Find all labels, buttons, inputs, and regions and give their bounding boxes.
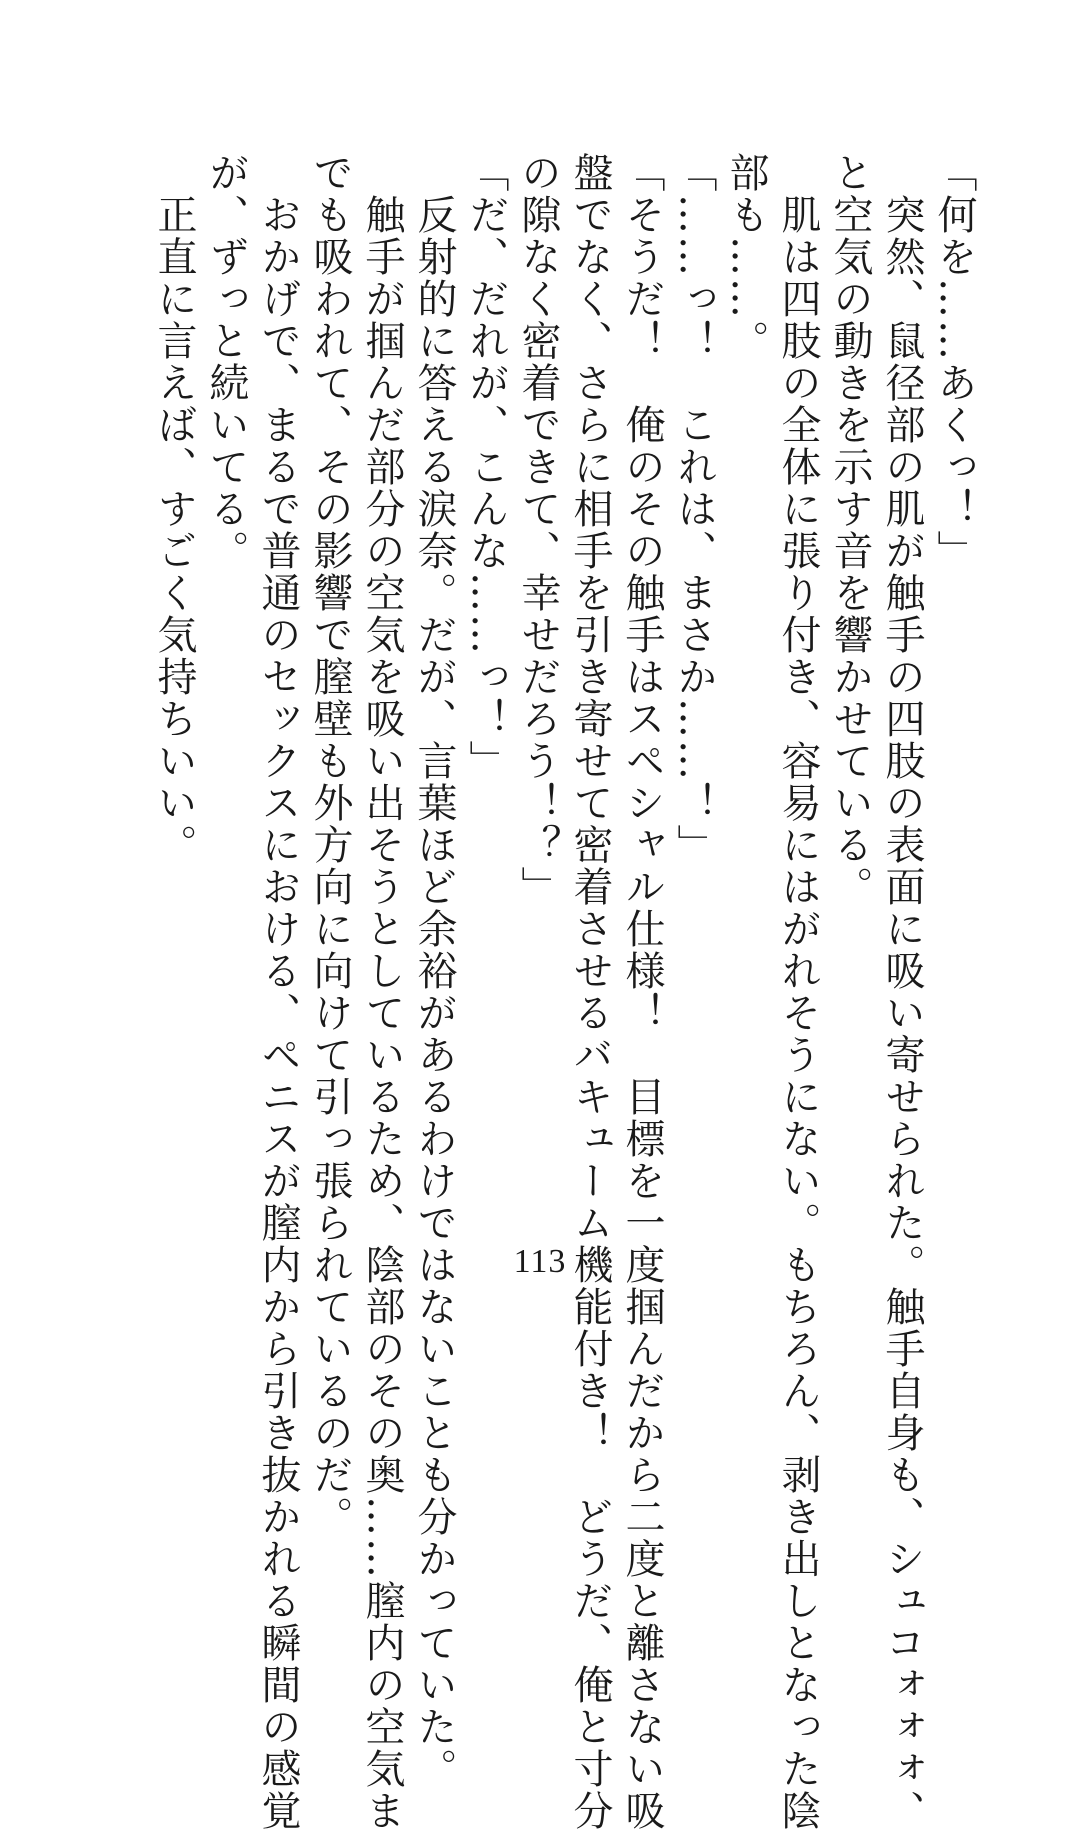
text-line: 盤でなく、さらに相手を引き寄せて密着させるバキューム機能付き！ どうだ、俺と寸分 [567, 152, 613, 1832]
text-line: 部も……。 [723, 152, 769, 362]
text-line: の隙なく密着できて、幸せだろう！？」 [515, 152, 561, 908]
text-line: おかげで、まるで普通のセックスにおける、ペニスが膣内から引き抜かれる瞬間の感覚 [255, 152, 301, 1832]
text-line: 反射的に答える涙奈。だが、言葉ほど余裕があるわけではないことも分かっていた。 [411, 152, 457, 1790]
text-line: 「……っ！ これは、まさか……！」 [671, 152, 717, 866]
text-line: 触手が掴んだ部分の空気を吸い出そうとしているため、陰部のその奥……膣内の空気ま [359, 152, 405, 1832]
text-line: と空気の動きを示す音を響かせている。 [827, 152, 873, 908]
text-line: でも吸われて、その影響で膣壁も外方向に向けて引っ張られているのだ。 [307, 152, 353, 1538]
text-line: 正直に言えば、すごく気持ちいい。 [151, 152, 197, 866]
text-line: が、ずっと続いてる。 [203, 152, 249, 572]
text-line: 突然、鼠径部の肌が触手の四肢の表面に吸い寄せられた。触手自身も、シュコォォォ、 [879, 152, 925, 1832]
text-line: 「そうだ！ 俺のその触手はスペシャル仕様！ 目標を一度掴んだから二度と離さない吸 [619, 152, 665, 1832]
text-line: 肌は四肢の全体に張り付き、容易にはがれそうにない。もちろん、剥き出しとなった陰 [775, 152, 821, 1832]
vertical-text-block [148, 152, 980, 1832]
text-line: 「何を……あくっ！」 [931, 152, 977, 572]
text-line: 「だ、だれが、こんな……っ！」 [463, 152, 509, 782]
page-number: 113 [513, 1243, 567, 1280]
